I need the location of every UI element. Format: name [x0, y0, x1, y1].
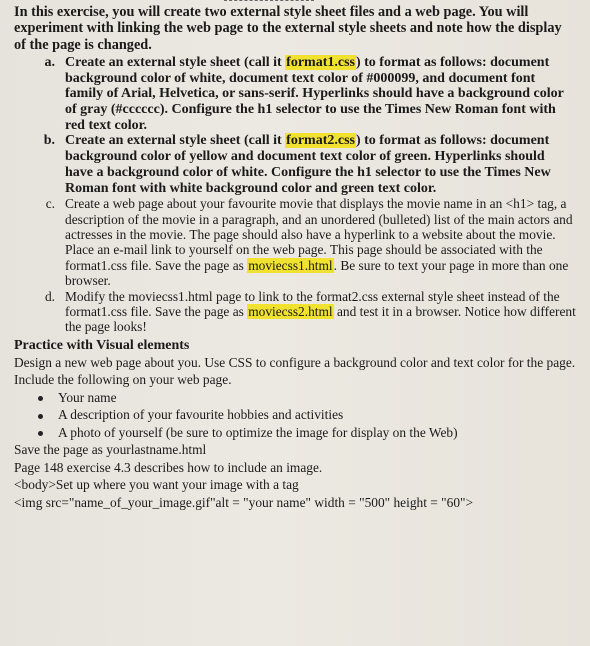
page-reference: Page 148 exercise 4.3 describes how to include an image.	[14, 459, 323, 475]
filename-highlight: format2.css	[286, 133, 355, 149]
step-text-before: Create a web page about your favourite movie that displays the movie name in an <h1> tag, a description of the movie in a paragraph, and an unordered (bulleted) list of the main actors and actresses in the movie. The page should also have a hyperlink to a website about the movie. Place an e-mail link to yourself on the web page. This page should be associated with the format1.css file. Save the page as	[65, 196, 573, 273]
step-marker: b.	[43, 133, 55, 149]
step-text-before: Modify the moviecss1.html page to link to the format2.css external style sheet instead of the format1.css file. Save the page as	[65, 288, 560, 320]
filename-highlight: moviecss2.html	[248, 304, 333, 320]
step-text	[65, 289, 576, 335]
list-item	[10, 389, 576, 407]
step-text-before: Create an external style sheet (call it	[65, 133, 286, 149]
step-marker: c.	[45, 196, 55, 212]
bullet-icon	[10, 389, 58, 407]
step-a	[10, 55, 576, 134]
bullet-text: Your name	[58, 389, 117, 405]
step-text-after: . Be sure to text your page in more than one browser.	[65, 257, 569, 289]
bullet-text: A photo of yourself (be sure to optimize the image for display on the Web)	[58, 424, 458, 440]
filename-highlight: moviecss1.html	[248, 257, 333, 273]
step-text-before: Create an external style sheet (call it	[65, 54, 286, 70]
step-text-after: ) to format as follows: document background color of yellow and document text color of green. Hyperlinks should have a background color of white. Configure the h1 selector to use the Times New Roman font with white background color and green text color.	[65, 133, 551, 196]
step-text	[65, 196, 576, 288]
practice-bullet-list	[10, 389, 576, 442]
step-text	[65, 133, 576, 196]
exercise-steps	[10, 55, 576, 335]
practice-heading: Practice with Visual elements	[14, 337, 190, 353]
step-c	[10, 196, 576, 288]
page-top-mark	[224, 0, 314, 4]
step-marker: a.	[44, 54, 55, 70]
filename-highlight: format1.css	[286, 54, 355, 70]
step-d	[10, 289, 576, 335]
body-tag-note: <body>Set up where you want your image with a tag	[14, 477, 299, 493]
practice-intro: Design a new web page about you. Use CSS to configure a background color and text color for the page. Include the following on your web page.	[14, 354, 576, 388]
step-b	[10, 133, 576, 196]
bullet-icon	[10, 406, 58, 424]
step-text-after: and test it in a browser. Notice how different the page looks!	[65, 304, 576, 335]
list-item	[10, 424, 576, 442]
step-text	[65, 55, 576, 134]
list-item	[10, 406, 576, 424]
step-marker: d.	[44, 288, 55, 304]
save-instruction: Save the page as yourlastname.html	[14, 442, 207, 458]
bullet-text: A description of your favourite hobbies and activities	[58, 407, 344, 423]
step-text-after: ) to format as follows: document background color of white, document text color of #000099, and document font family of Arial, Helvetica, or sans-serif. Hyperlinks should have a background color of gray (#cccccc). Configure the h1 selector to use the Times New Roman font with red text color.	[65, 54, 564, 133]
exercise-intro: In this exercise, you will create two external style sheet files and a web page. You will experiment with linking the web page to the external style sheets and note how the display of the page is changed.	[14, 4, 562, 53]
img-tag-example: <img src="name_of_your_image.gif"alt = "your name" width = "500" height = "60">	[14, 494, 474, 510]
bullet-icon	[10, 424, 58, 442]
